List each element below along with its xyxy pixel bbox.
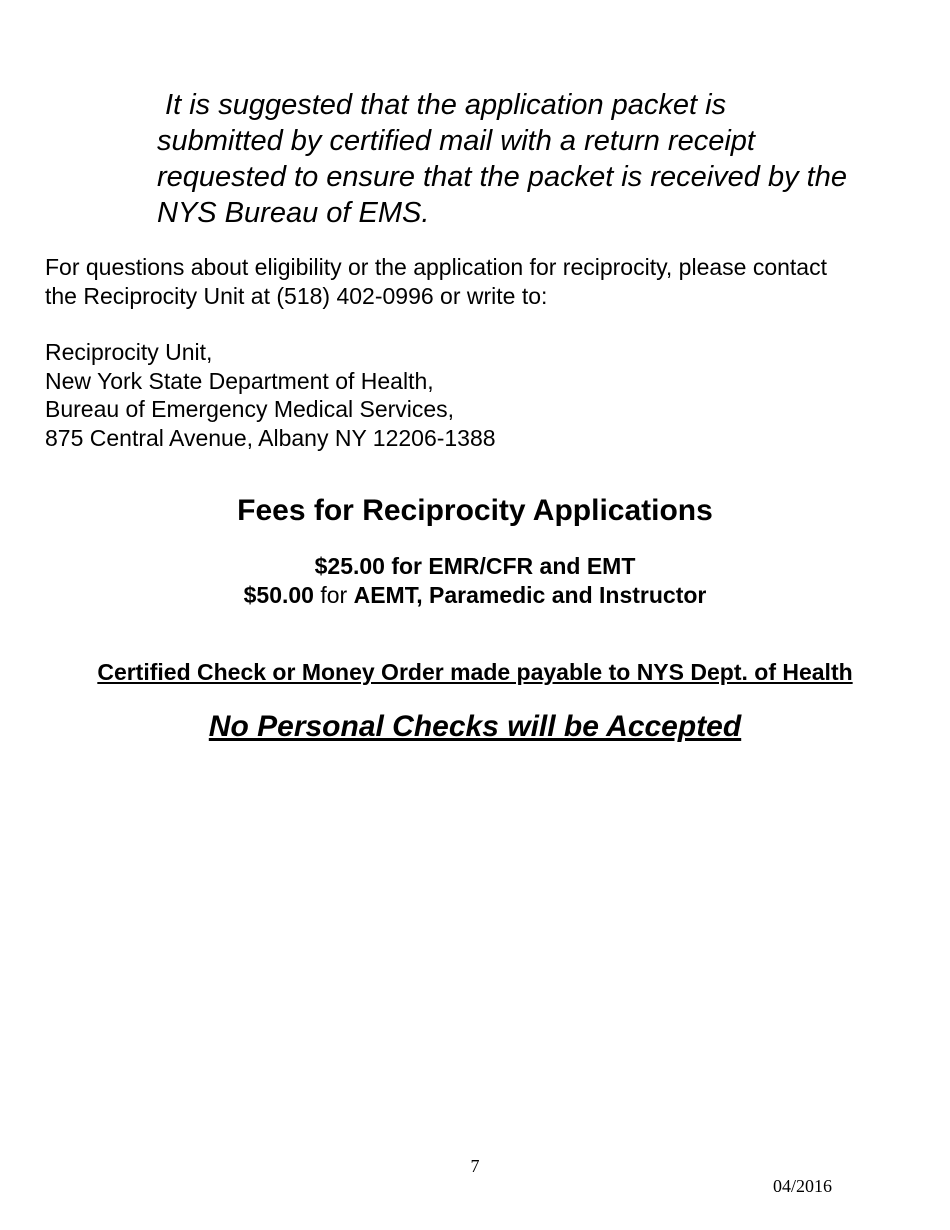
payment-method-note: Certified Check or Money Order made payable to NYS Dept. of Health — [97, 659, 853, 685]
page-number: 7 — [470, 1156, 480, 1176]
no-personal-checks-warning: No Personal Checks will be Accepted — [208, 710, 742, 743]
suggestion-line: It is suggested that the application packet is — [157, 89, 727, 121]
contact-line: the Reciprocity Unit at (518) 402-0996 or write to: — [45, 282, 548, 309]
address-line: Bureau of Emergency Medical Services, — [45, 396, 455, 422]
certified-mail-suggestion — [157, 87, 927, 231]
suggestion-line: requested to ensure that the packet is received by the — [157, 161, 847, 193]
fee-line-basic: $25.00 for EMR/CFR and EMT — [314, 553, 636, 579]
fee-levels: AEMT, Paramedic and Instructor — [353, 582, 707, 608]
mailing-address — [45, 338, 925, 452]
address-line: New York State Department of Health, — [45, 367, 434, 394]
address-line: Reciprocity Unit, — [45, 339, 213, 365]
contact-line: For questions about eligibility or the application for reciprocity, please contact — [45, 254, 827, 280]
fee-line-advanced — [0, 581, 950, 610]
revision-date: 04/2016 — [773, 1176, 833, 1196]
suggestion-line: NYS Bureau of EMS. — [157, 197, 430, 229]
contact-paragraph — [45, 253, 925, 310]
fee-connector: for — [320, 582, 348, 608]
address-line: 875 Central Avenue, Albany NY 12206-1388 — [45, 424, 496, 451]
fee-amount: $50.00 — [243, 582, 314, 608]
fees-heading: Fees for Reciprocity Applications — [237, 494, 713, 527]
suggestion-line: submitted by certified mail with a return receipt — [157, 125, 755, 157]
fee-schedule — [0, 552, 950, 610]
